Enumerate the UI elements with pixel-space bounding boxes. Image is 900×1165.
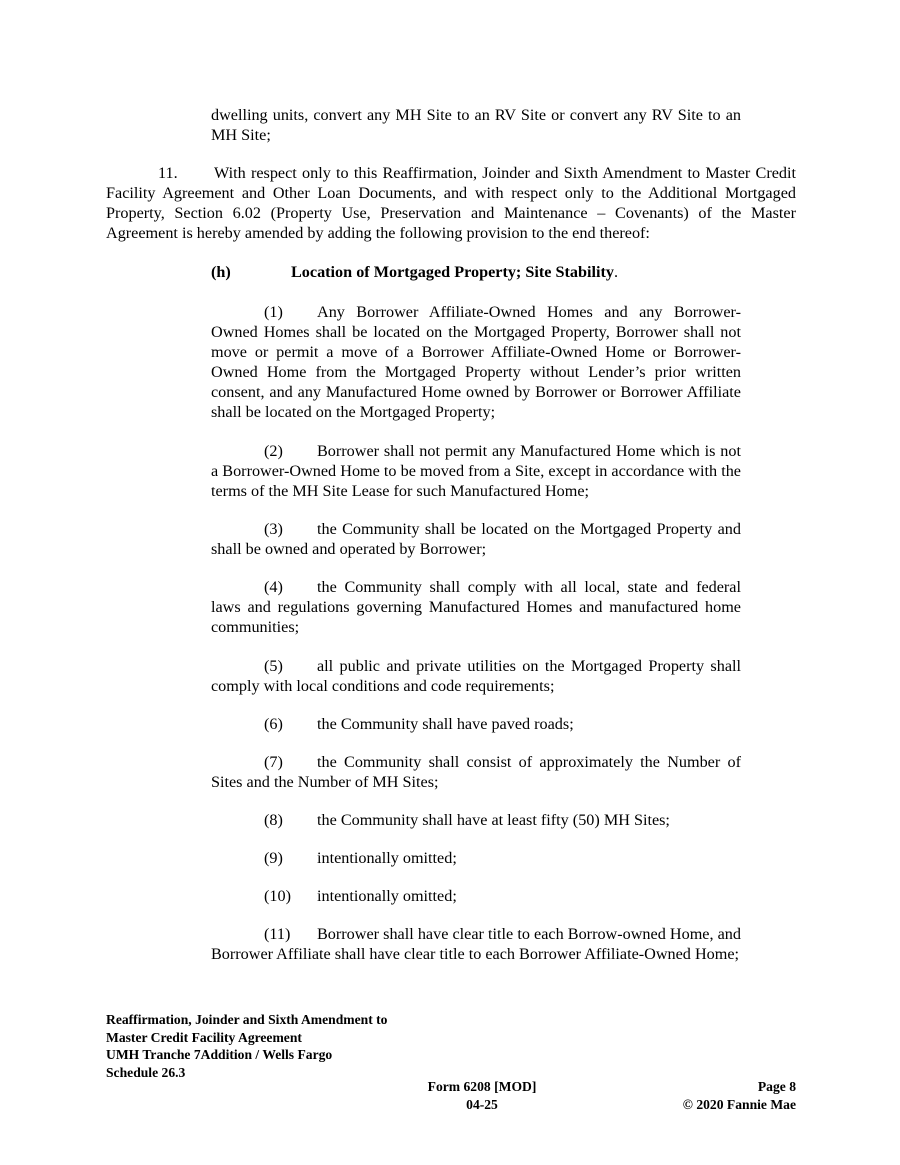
item-text: Any Borrower Affiliate-Owned Homes and any Borrower-Owned Homes shall be located on the Mortgaged Property, Borrower shall not move or permit a move of a Borrower Affiliate-Owned Home or Borrower-Owned Home from the Mortgaged Property without Lender’s prior written consent, and any Manufactured Home owned by Borrower or Borrower Affiliate shall be located on the Mortgaged Property; (211, 303, 741, 421)
item-text: Borrower shall have clear title to each Borrow-owned Home, and Borrower Affiliate shall have clear title to each Borrower Affiliate-Owned Home; (211, 925, 741, 963)
item-number: (2) (264, 442, 283, 460)
list-item (211, 886, 741, 906)
footer-title-line: Schedule 26.3 (106, 1064, 186, 1080)
item-number: (11) (264, 925, 291, 943)
list-item (211, 714, 741, 734)
item-number: (4) (264, 578, 283, 596)
footer-page-number: Page 8 (757, 1079, 796, 1094)
item-number: (3) (264, 520, 283, 538)
list-item (211, 656, 741, 696)
item-text: the Community shall have paved roads; (317, 715, 574, 733)
item-number: (6) (264, 715, 283, 733)
section-11-text: With respect only to this Reaffirmation, Joinder and Sixth Amendment to Master Credit Facility Agreement and Other Loan Documents, and with respect only to the Additional Mortgaged Property, Section 6.02 (Property Use, Preservation and Maintenance – Covenants) of the Master Agreement is hereby amended by adding the following provision to the end thereof: (106, 164, 796, 242)
footer-page-info (600, 1078, 796, 1113)
item-text: Borrower shall not permit any Manufactured Home which is not a Borrower-Owned Home to be moved from a Site, except in accordance with the terms of the MH Site Lease for such Manufactured Home; (211, 442, 741, 500)
section-11-paragraph (106, 163, 796, 243)
item-number: (1) (264, 303, 283, 321)
item-number: (8) (264, 811, 283, 829)
item-text: the Community shall comply with all local, state and federal laws and regulations governing Manufactured Homes and manufactured home communities; (211, 578, 741, 636)
continuation-text: dwelling units, convert any MH Site to an RV Site or convert any RV Site to an MH Site; (211, 106, 741, 144)
footer-form-date: 04-25 (466, 1096, 498, 1112)
list-item (211, 848, 741, 868)
subsection-h-period: . (613, 263, 618, 281)
footer-copyright: © 2020 Fannie Mae (682, 1096, 796, 1112)
list-item (211, 752, 741, 792)
subsection-h-title: Location of Mortgaged Property; Site Stability (291, 263, 614, 281)
item-text: the Community shall have at least fifty (50) MH Sites; (317, 811, 670, 829)
list-item (211, 577, 741, 637)
footer-document-title (106, 1011, 466, 1081)
subsection-h-heading (211, 262, 741, 282)
item-text: all public and private utilities on the Mortgaged Property shall comply with local conditions and code requirements; (211, 657, 741, 695)
list-item (211, 519, 741, 559)
list-item (211, 302, 741, 422)
item-text: the Community shall consist of approximately the Number of Sites and the Number of MH Sites; (211, 753, 741, 791)
item-text: intentionally omitted; (317, 849, 457, 867)
item-number: (5) (264, 657, 283, 675)
list-item (211, 924, 741, 964)
footer-form-number: Form 6208 [MOD] (427, 1079, 537, 1094)
footer-title-line: Master Credit Facility Agreement (106, 1029, 302, 1045)
subsection-h-label: (h) (211, 263, 231, 281)
item-number: (10) (264, 887, 291, 905)
list-item (211, 810, 741, 830)
item-number: (7) (264, 753, 283, 771)
item-text: the Community shall be located on the Mortgaged Property and shall be owned and operated by Borrower; (211, 520, 741, 558)
footer-form-info (392, 1078, 572, 1113)
footer-title-line: Reaffirmation, Joinder and Sixth Amendment to (106, 1012, 388, 1027)
item-number: (9) (264, 849, 283, 867)
footer-title-line: UMH Tranche 7Addition / Wells Fargo (106, 1047, 333, 1062)
list-item (211, 441, 741, 501)
section-11-number: 11. (158, 164, 178, 182)
item-text: intentionally omitted; (317, 887, 457, 905)
